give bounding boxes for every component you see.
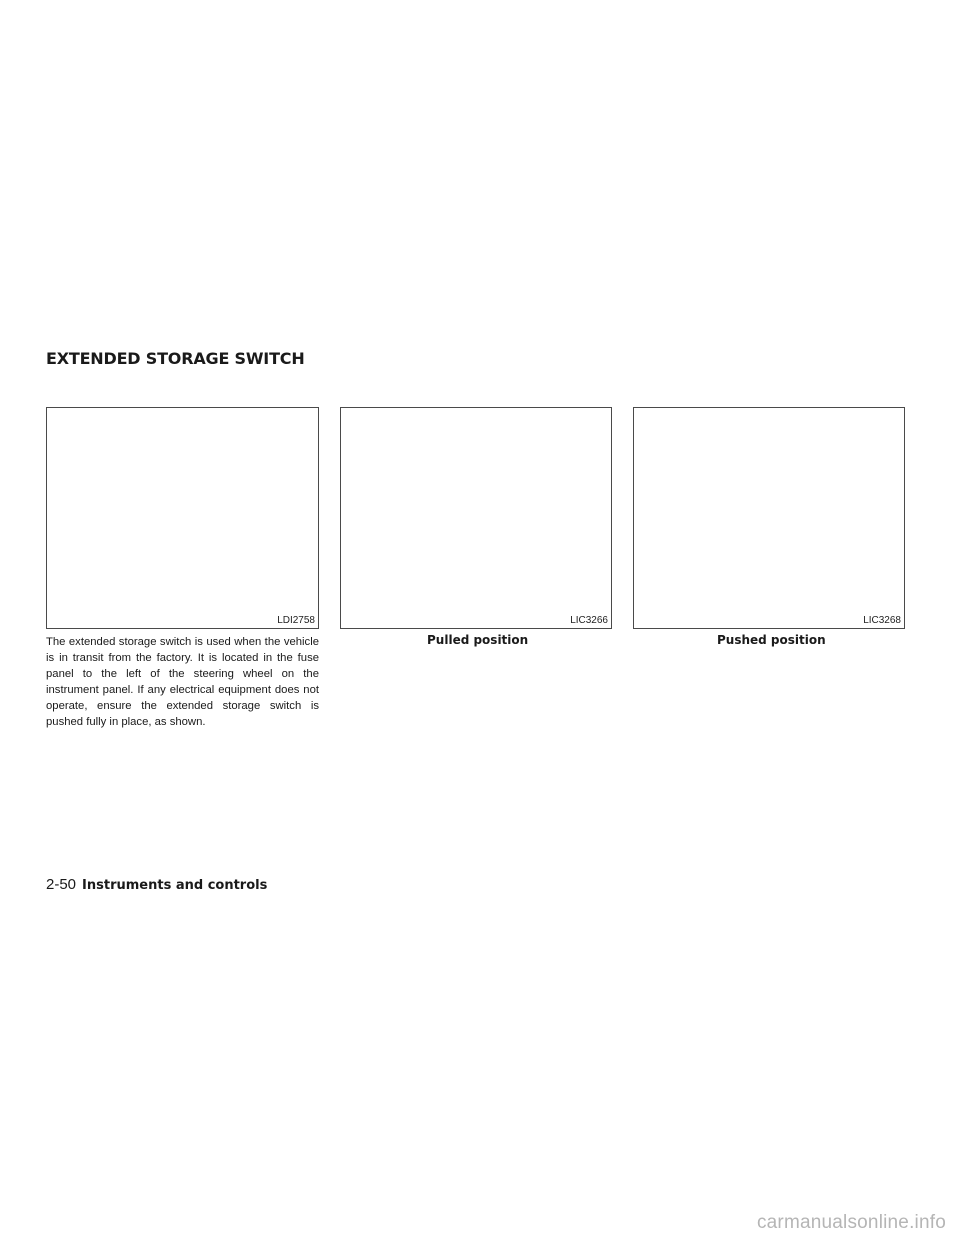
body-paragraph: The extended storage switch is used when the vehicle is in transit from the factory. It is located in the fuse panel to the left of the steering wheel on the instrument panel. If any electrical equipment does not operate, ensure the extended storage switch is pushed fully in place, as shown. <box>46 636 319 728</box>
figure-code: LDI2758 <box>277 615 315 626</box>
page-footer <box>46 876 267 894</box>
figure-code: LIC3268 <box>863 615 901 626</box>
watermark: carmanualsonline.info <box>756 1212 946 1233</box>
caption-pushed-position: Pushed position <box>717 633 826 647</box>
figure-pushed-position <box>633 407 905 629</box>
footer-section-title: Instruments and controls <box>82 878 268 893</box>
caption-pulled-position: Pulled position <box>427 633 529 647</box>
figure-fuse-panel-location <box>46 407 319 629</box>
figure-pulled-position <box>340 407 612 629</box>
page-number: 2-50 <box>46 876 77 893</box>
section-heading: EXTENDED STORAGE SWITCH <box>46 349 305 368</box>
figure-code: LIC3266 <box>570 615 608 626</box>
